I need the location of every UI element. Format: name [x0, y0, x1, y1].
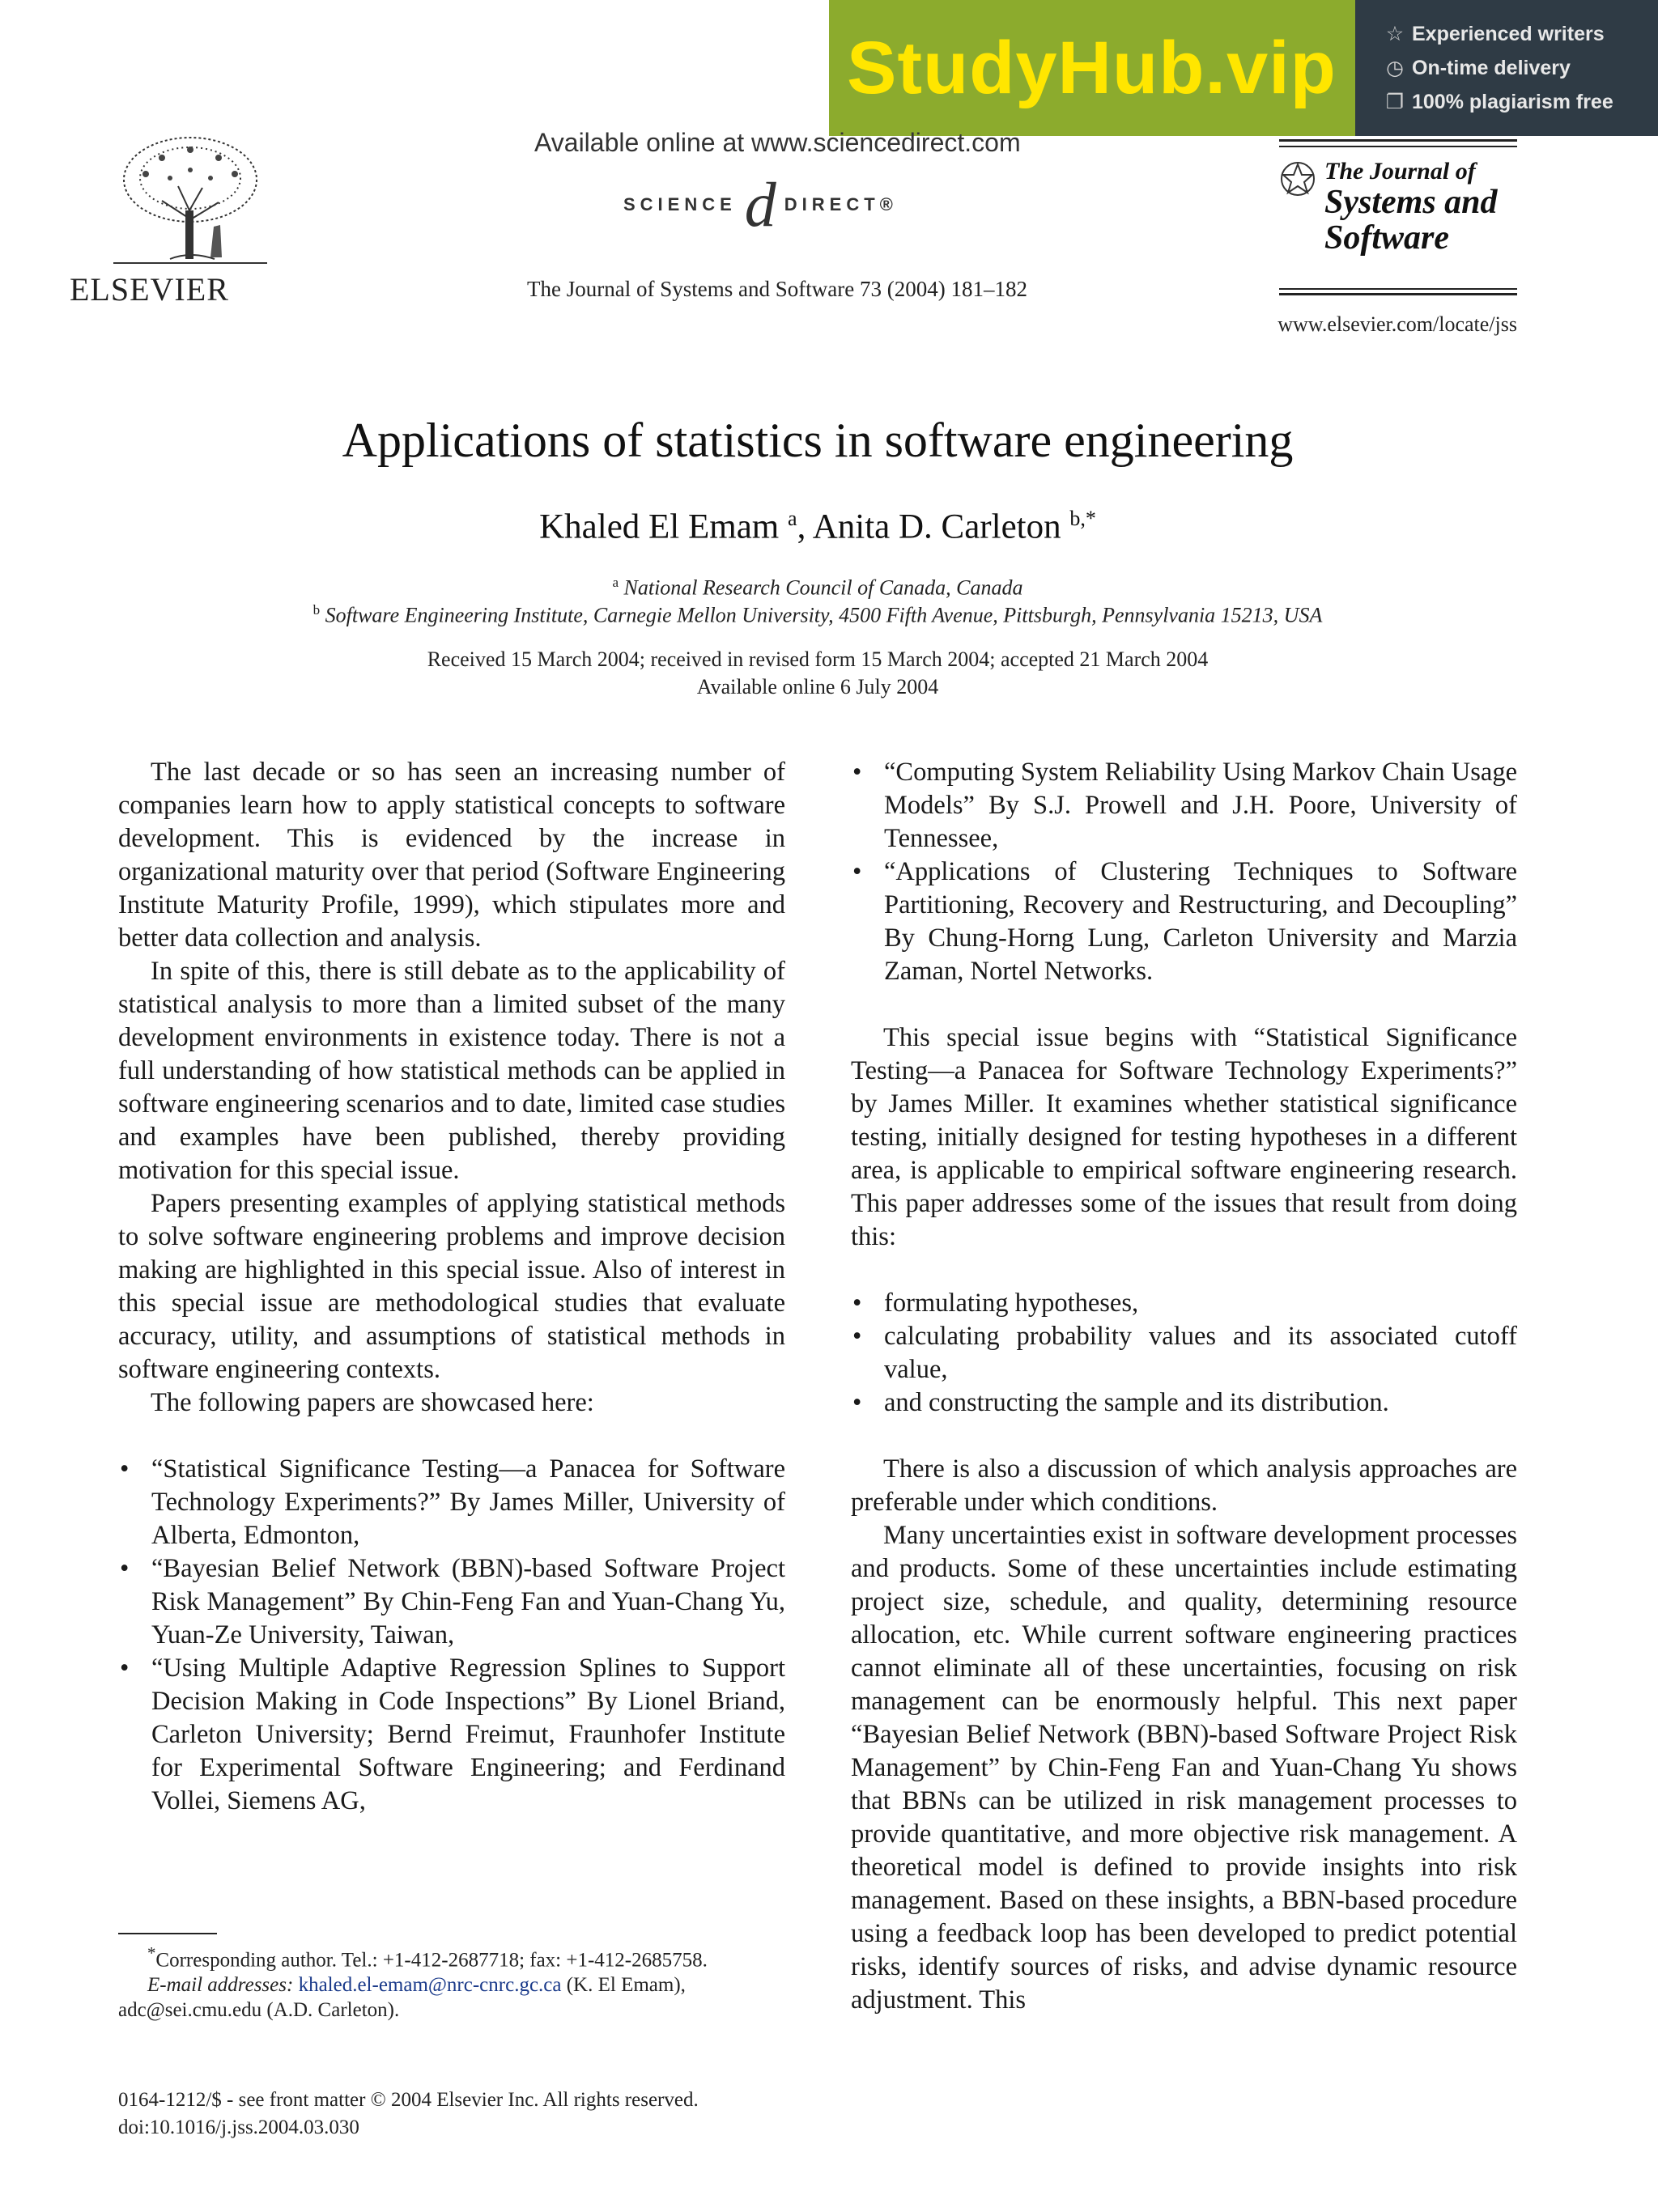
sd-right-word: DIRECT®	[784, 194, 898, 214]
banner-feature-label: On-time delivery	[1412, 56, 1571, 79]
studyhub-brand[interactable]: StudyHub.vip	[829, 0, 1355, 136]
doi-line: doi:10.1016/j.jss.2004.03.030	[118, 2116, 359, 2138]
journal-box-line1: The Journal of	[1324, 158, 1476, 185]
spacer	[851, 1254, 1517, 1287]
elsevier-tree-logo	[113, 129, 267, 267]
journal-box-rule	[1279, 288, 1517, 290]
article-authors	[0, 507, 1635, 546]
author-separator: ,	[797, 507, 813, 546]
paragraph: The following papers are showcased here:	[151, 1388, 594, 1417]
journal-box-rule	[1279, 139, 1517, 142]
footnote-emails	[118, 1972, 785, 1998]
paragraph: Papers presenting examples of applying statistical methods to solve software engineering problems and improve decision making are highlighted in this special issue. Also of interest in this special issue are methodological studies that evaluate accuracy, utility, and assumptions of statistical methods in software engineering contexts.	[118, 1189, 785, 1384]
list-item: • “Applications of Clustering Techniques to Software Partitioning, Recovery and Restructuring, and Decoupling” By Chung-Horng Lung, Carleton University and Marzia Zaman, Nortel Networks.	[851, 856, 1517, 988]
banner-features	[1355, 0, 1658, 136]
list-item: • “Computing System Reliability Using Markov Chain Usage Models” By S.J. Prowell and J.H. Poore, University of Tennessee,	[851, 756, 1517, 856]
issue-list	[851, 1287, 1517, 1420]
author-name: Khaled El Emam	[539, 507, 780, 546]
footnote-text: Corresponding author. Tel.: +1-412-2687718; fax: +1-412-2685758.	[155, 1949, 708, 1972]
left-column	[118, 756, 785, 1818]
banner-feature-label: 100% plagiarism free	[1412, 90, 1613, 113]
journal-box-line3: Software	[1324, 219, 1450, 257]
list-item: • “Bayesian Belief Network (BBN)-based Software Project Risk Management” By Chin-Feng Fan and Yuan-Chang Yu, Yuan-Ze University, Taiwan,	[118, 1552, 785, 1652]
paragraph: This special issue begins with “Statistical Significance Testing—a Panacea for Software Technology Experiments?” by James Miller. It examines whether statistical significance testing, initially designed for testing hypotheses in a different area, is applicable to empirical software engineering research. This paper addresses some of the issues that result from doing this:	[851, 1023, 1517, 1251]
article-history: Received 15 March 2004; received in revised form 15 March 2004; accepted 21 March 2004	[427, 647, 1209, 671]
journal-url[interactable]: www.elsevier.com/locate/jss	[1278, 312, 1517, 336]
affiliation-text: National Research Council of Canada, Canada	[623, 575, 1023, 600]
sd-left-word: SCIENCE	[623, 194, 737, 214]
right-column	[851, 756, 1517, 2017]
sciencedirect-logo	[623, 169, 898, 240]
list-item: • calculating probability values and its associated cutoff value,	[851, 1320, 1517, 1386]
footnote	[118, 1941, 785, 2023]
affiliation-label: a	[612, 575, 619, 590]
footnote-rule	[118, 1933, 217, 1934]
banner-feature	[1384, 90, 1658, 114]
banner-feature-label: Experienced writers	[1412, 22, 1605, 45]
journal-box-rule	[1279, 146, 1517, 147]
email-label: E-mail addresses:	[147, 1974, 294, 1997]
paper-list	[851, 756, 1517, 988]
paragraph: In spite of this, there is still debate as to the applicability of statistical analysis to more than a limited subset of the many development environments in existence today. There is not a full understanding of how statistical methods can be applied in software engineering scenarios and to date, limited case studies and examples have been published, thereby providing motivation for this special issue.	[118, 957, 785, 1185]
journal-box-line2: Systems and	[1324, 183, 1498, 221]
journal-box-rule	[1279, 293, 1517, 295]
author-affil-mark: b,*	[1069, 507, 1096, 530]
paragraph: The last decade or so has seen an increasing number of companies learn how to apply statistical concepts to software development. This is evidenced by the increase in organizational maturity over that period (Software Engineering Institute Maturity Profile, 1999), which stipulates more and better data collection and analysis.	[118, 758, 785, 953]
email-link[interactable]: khaled.el-emam@nrc-cnrc.gc.ca	[298, 1974, 562, 1997]
email-owner: (K. El Emam),	[561, 1974, 686, 1997]
star-outline-icon: ☆	[1385, 23, 1405, 45]
affiliation-label: b	[312, 602, 321, 618]
paragraph: There is also a discussion of which analysis approaches are preferable under which conditions.	[851, 1454, 1517, 1517]
available-online-date: Available online 6 July 2004	[696, 675, 939, 698]
copyright-block	[118, 2087, 847, 2142]
affiliation-b	[0, 602, 1635, 628]
publisher-name: ELSEVIER	[70, 271, 229, 308]
journal-emblem-icon	[1279, 160, 1316, 197]
banner-feature	[1384, 56, 1658, 80]
footnote-marker: *	[147, 1943, 156, 1963]
spacer	[851, 988, 1517, 1021]
sd-at-symbol: d	[744, 169, 776, 240]
article-title: Applications of statistics in software engineering	[342, 414, 1294, 467]
paragraph: Many uncertainties exist in software development processes and products. Some of these uncertainties include estimating project size, schedule, and quality, determining resource allocation, etc. While current software engineering practices cannot eliminate all of these uncertainties, focusing on risk management can be enormously helpful. This next paper “Bayesian Belief Network (BBN)-based Software Project Risk Management” by Chin-Feng Fan and Yuan-Chang Yu shows that BBNs can be utilized in risk management processes to provide quantitative, and more objective risk management. A theoretical model is defined to provide insights into risk management. Based on these insights, a BBN-based procedure using a feedback loop has been developed to predict potential risks, identify sources of risks, and advise dynamic resource adjustment. This	[851, 1521, 1517, 2015]
journal-citation: The Journal of Systems and Software 73 (2004) 181–182	[527, 277, 1027, 301]
copy-check-icon: ❐	[1385, 91, 1405, 113]
list-item: • formulating hypotheses,	[851, 1287, 1517, 1320]
banner-feature	[1384, 22, 1658, 46]
copyright-line: 0164-1212/$ - see front matter © 2004 Elsevier Inc. All rights reserved.	[118, 2089, 699, 2111]
clock-icon: ◷	[1386, 57, 1404, 79]
available-online[interactable]: Available online at www.sciencedirect.com	[534, 128, 1021, 157]
affiliation-a	[0, 575, 1635, 601]
studyhub-banner[interactable]	[829, 0, 1658, 136]
author-affil-mark: a	[788, 507, 797, 530]
footnote-corresponding	[118, 1941, 785, 1972]
spacer	[118, 1420, 785, 1453]
journal-box-title	[1324, 159, 1498, 256]
list-item: • “Statistical Significance Testing—a Panacea for Software Technology Experiments?” By James Miller, University of Alberta, Edmonton,	[118, 1453, 785, 1552]
footnote-email2: adc@sei.cmu.edu (A.D. Carleton).	[118, 1999, 400, 2022]
list-item: • “Using Multiple Adaptive Regression Splines to Support Decision Making in Code Inspections” By Lionel Briand, Carleton University; Bernd Freimut, Fraunhofer Institute for Experimental Software Engineering; and Ferdinand Vollei, Siemens AG,	[118, 1652, 785, 1818]
affiliation-text: Software Engineering Institute, Carnegie Mellon University, 4500 Fifth Avenue, Pittsburgh, Pennsylvania 15213, USA	[325, 603, 1323, 627]
author-name: Anita D. Carleton	[812, 507, 1061, 546]
paper-list	[118, 1453, 785, 1818]
list-item: • and constructing the sample and its distribution.	[851, 1386, 1517, 1420]
spacer	[851, 1420, 1517, 1453]
